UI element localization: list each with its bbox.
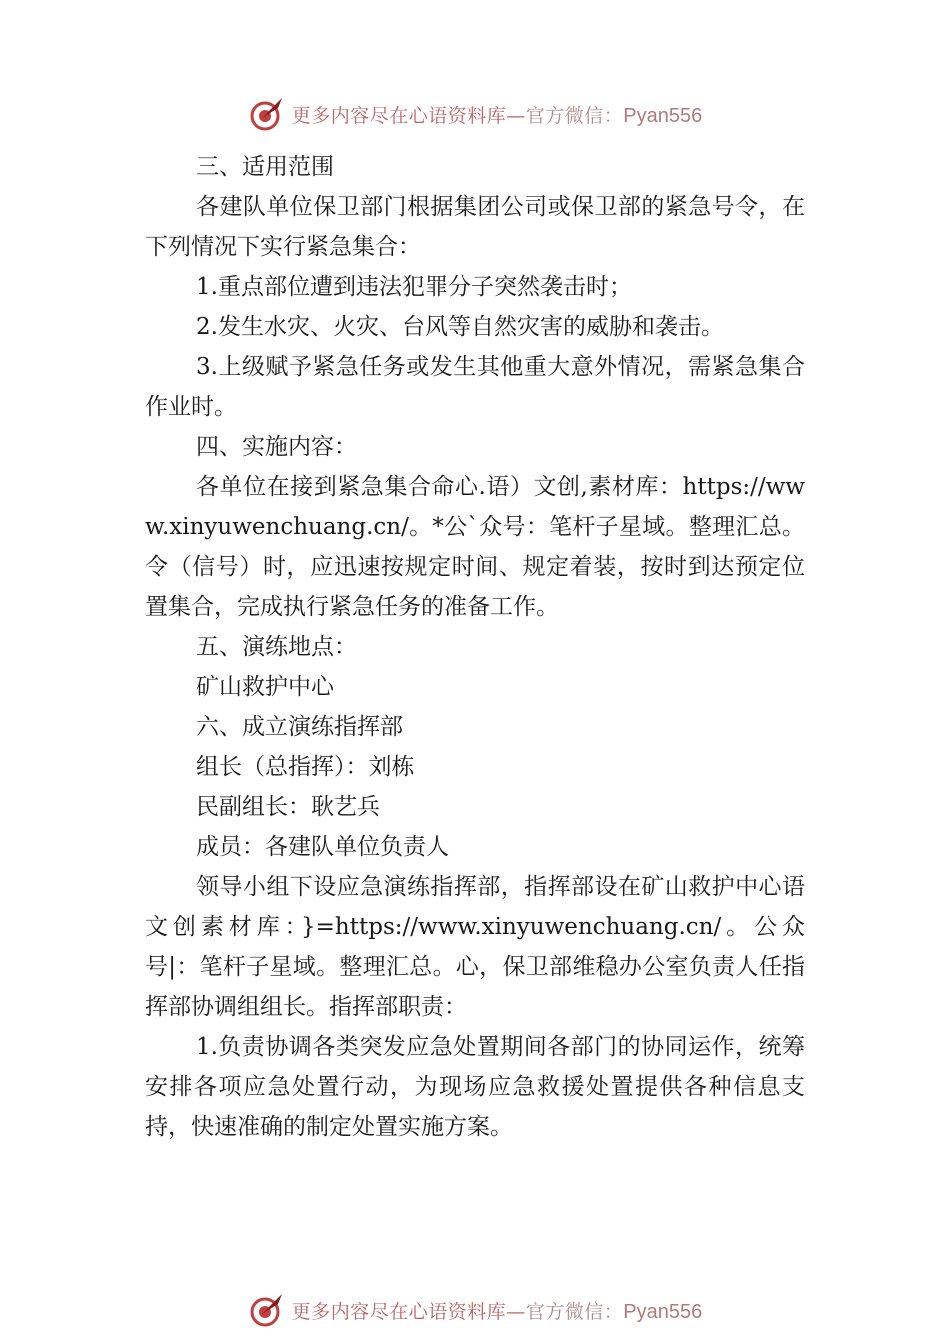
paragraph: 各建队单位保卫部门根据集团公司或保卫部的紧急号令，在下列情况下实行紧急集合： (145, 194, 805, 260)
banner-wechat-id: Pyan556 (623, 104, 703, 127)
document-body (145, 147, 805, 1147)
banner-wechat-label: 官方微信： (525, 104, 624, 127)
header-watermark (0, 94, 950, 134)
section-heading: 三、适用范围 (196, 154, 334, 180)
section-heading: 五、演练地点： (196, 634, 357, 660)
quill-logo-icon (248, 94, 288, 134)
banner-wechat-label: 官方微信： (525, 1300, 624, 1323)
list-item: 1.重点部位遭到违法犯罪分子突然袭击时； (196, 274, 632, 300)
banner-main-text: 更多内容尽在心语资料库— (291, 104, 526, 127)
paragraph: 成员：各建队单位负责人 (196, 834, 449, 860)
section-heading: 四、实施内容： (196, 434, 357, 460)
paragraph: 矿山救护中心 (196, 674, 334, 700)
paragraph: 民副组长：耿艺兵 (196, 794, 380, 820)
banner-main-text: 更多内容尽在心语资料库— (291, 1300, 526, 1323)
paragraph: 各单位在接到紧急集合命心.语）文创,素材库：https://www.xinyuwenchuang.cn/。*公`众号：笔杆子星域。整理汇总。令（信号）时，应迅速按规定时间、规定着装，按时到达预定位置集合，完成执行紧急任务的准备工作。 (145, 474, 805, 620)
paragraph: 组长（总指挥）：刘栋 (196, 754, 415, 780)
list-item: 2.发生水灾、火灾、台风等自然灾害的威胁和袭击。 (196, 314, 724, 340)
quill-logo-icon (248, 1290, 288, 1330)
banner-wechat-id: Pyan556 (623, 1300, 703, 1323)
list-item: 1.负责协调各类突发应急处置期间各部门的协同运作，统筹安排各项应急处置行动，为现场应急救援处置提供各种信息支持，快速准确的制定处置实施方案。 (145, 1034, 805, 1140)
footer-watermark (0, 1290, 950, 1330)
list-item: 3.上级赋予紧急任务或发生其他重大意外情况，需紧急集合作业时。 (145, 354, 805, 420)
section-heading: 六、成立演练指挥部 (196, 714, 403, 740)
paragraph: 领导小组下设应急演练指挥部，指挥部设在矿山救护中心语文创素材库：}=https://www.xinyuwenchuang.cn/。公众号|：笔杆子星域。整理汇总。心，保卫部维稳办公室负责人任指挥部协调组组长。指挥部职责： (145, 874, 805, 1020)
